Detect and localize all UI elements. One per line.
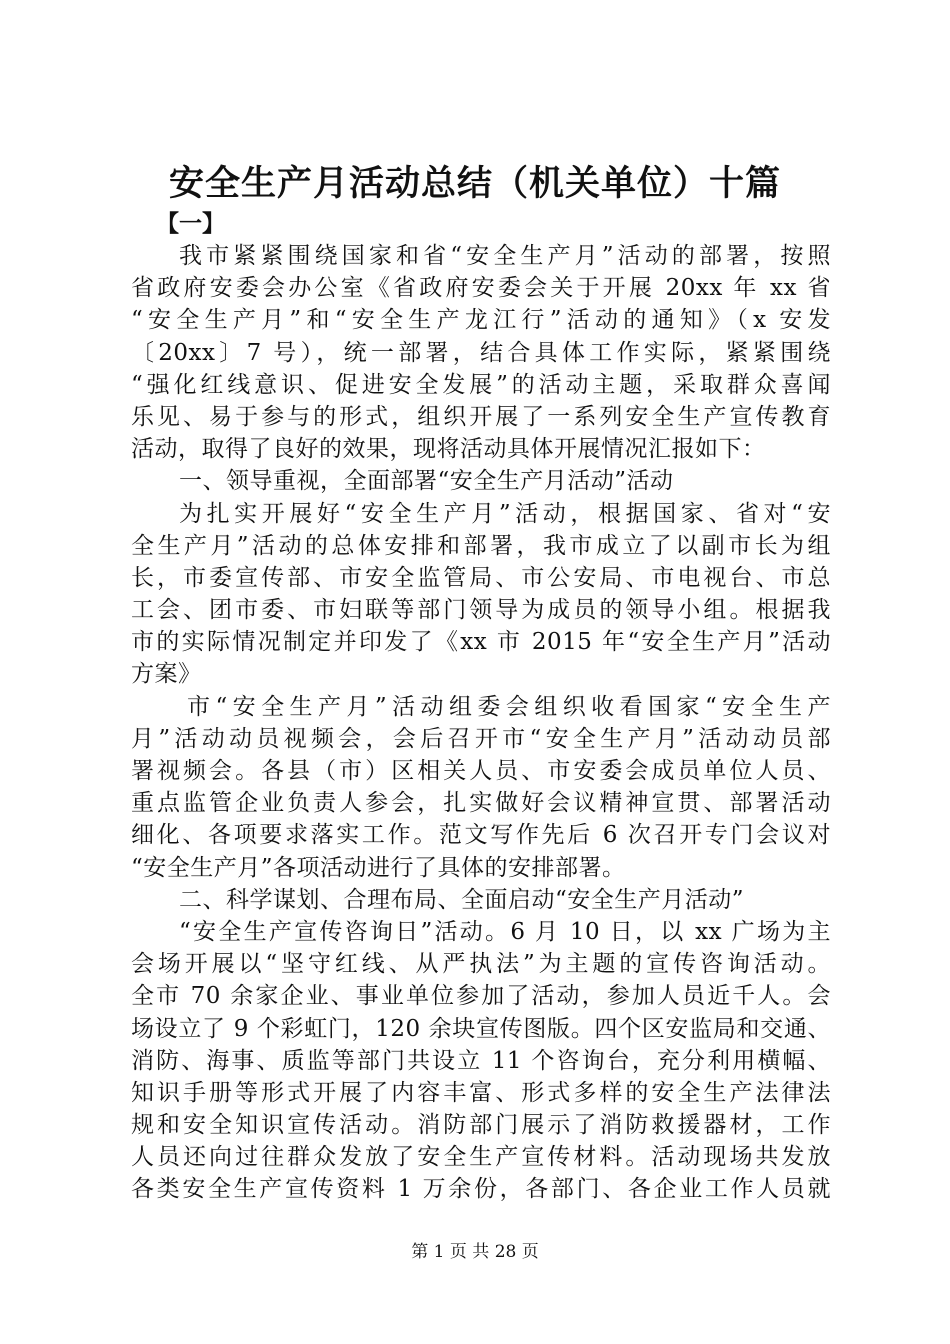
paragraph-line: 全生产月”活动的总体安排和部署，我市成立了以副市长为组 (131, 532, 831, 559)
paragraph-line: 细化、各项要求落实工作。范文写作先后 6 次召开专门会议对 (131, 822, 831, 849)
paragraph-line: “安全生产月”和“安全生产龙江行”活动的通知》（x 安发 (131, 307, 831, 334)
paragraph-line: 规和安全知识宣传活动。消防部门展示了消防救援器材，工作 (131, 1112, 831, 1139)
paragraph-line: 各类安全生产宣传资料 1 万余份，各部门、各企业工作人员就 (131, 1176, 831, 1203)
paragraph-line: 活动，取得了良好的效果，现将活动具体开展情况汇报如下： (131, 436, 766, 463)
paragraph-line: 会场开展以“坚守红线、从严执法”为主题的宣传咨询活动。 (131, 951, 831, 978)
paragraph-line: 为扎实开展好“安全生产月”活动，根据国家、省对“安 (179, 500, 831, 527)
paragraph-line: 重点监管企业负责人参会，扎实做好会议精神宣贯、部署活动 (131, 790, 831, 817)
document-body (131, 240, 831, 1206)
paragraph-line: 全市 70 余家企业、事业单位参加了活动，参加人员近千人。会 (131, 983, 831, 1010)
section-heading: 一、领导重视，全面部署“安全生产月活动”活动 (179, 468, 674, 495)
paragraph-line: 月”活动动员视频会，会后召开市“安全生产月”活动动员部 (131, 725, 831, 752)
paragraph-line: 人员还向过往群众发放了安全生产宣传材料。活动现场共发放 (131, 1144, 831, 1171)
paragraph-line: 长，市委宣传部、市安全监管局、市公安局、市电视台、市总 (131, 564, 831, 591)
paragraph-line: 知识手册等形式开展了内容丰富、形式多样的安全生产法律法 (131, 1079, 831, 1106)
paragraph-line: 省政府安委会办公室《省政府安委会关于开展 20xx 年 xx 省 (131, 275, 831, 302)
paragraph-line: “安全生产宣传咨询日”活动。6 月 10 日，以 xx 广场为主 (179, 918, 831, 945)
document-title: 安全生产月活动总结（机关单位）十篇 (168, 163, 781, 204)
paragraph-line: 市“安全生产月”活动组委会组织收看国家“安全生产 (187, 693, 831, 720)
section-heading: 二、科学谋划、合理布局、全面启动“安全生产月活动” (179, 886, 745, 913)
paragraph-line: 署视频会。各县（市）区相关人员、市安委会成员单位人员、 (131, 758, 831, 784)
section-number: 【一】 (156, 210, 225, 237)
paragraph-line: “安全生产月”各项活动进行了具体的安排部署。 (131, 854, 626, 881)
paragraph-line: 场设立了 9 个彩虹门，120 余块宣传图版。四个区安监局和交通、 (131, 1015, 831, 1042)
paragraph-line: 乐见、易于参与的形式，组织开展了一系列安全生产宣传教育 (131, 403, 831, 430)
paragraph-line: 工会、团市委、市妇联等部门领导为成员的领导小组。根据我 (131, 597, 831, 624)
paragraph-line: 市的实际情况制定并印发了《xx 市 2015 年“安全生产月”活动 (131, 629, 831, 656)
paragraph-line: “强化红线意识、促进安全发展”的活动主题，采取群众喜闻 (131, 371, 831, 398)
paragraph-line: 我市紧紧围绕国家和省“安全生产月”活动的部署，按照 (179, 243, 831, 269)
paragraph-line: 〔20xx〕7 号），统一部署，结合具体工作实际，紧紧围绕 (131, 339, 831, 366)
paragraph-line: 方案》 (131, 661, 202, 688)
paragraph-line: 消防、海事、质监等部门共设立 11 个咨询台，充分利用横幅、 (131, 1047, 831, 1074)
page-footer: 第 1 页 共 28 页 (411, 1242, 539, 1262)
